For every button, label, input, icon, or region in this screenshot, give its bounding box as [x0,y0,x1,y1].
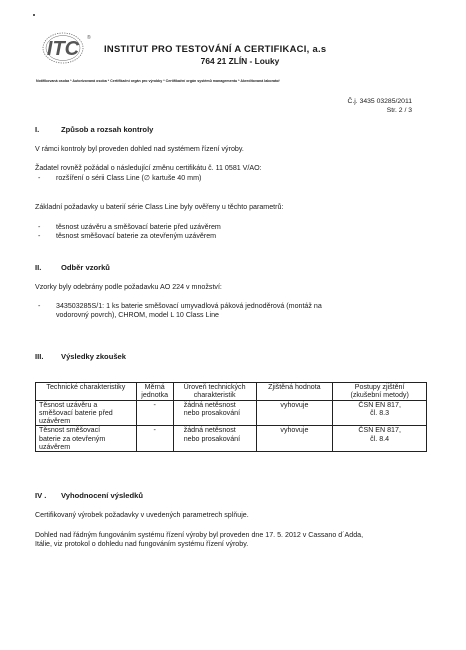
table-header-cell [256,383,333,401]
table-cell [136,426,173,452]
institute-title: INSTITUT PRO TESTOVÁNÍ A CERTIFIKACI, a.s [104,43,327,54]
table-cell [36,400,137,426]
bullet-text: rozšíření o sérii Class Line (∅ kartuše 40 mm) [56,174,202,182]
table-row [36,400,427,426]
table-cell-line: nebo prosakování [183,408,241,417]
table-cell-line: uzávěrem [39,443,71,452]
section-3-heading [35,352,126,361]
table-cell-line: žádná netěsnost [183,400,236,409]
bullet-dash: - [38,232,41,240]
table-cell-line: nebo prosakování [183,434,241,443]
table-cell-line: uzávěrem [39,417,71,426]
section-4-paragraph-1: Certifikovaný výrobek požadavky v uvedených parametrech splňuje. [35,511,249,519]
table-cell [173,400,256,426]
section-4-title: Vyhodnocení výsledků [61,491,144,500]
table-cell-line: vyhovuje [280,426,309,435]
section-1-paragraph-3: Základní požadavky u baterií série Class Line byly ověřeny u těchto parametrů: [35,203,284,211]
table-header-line: charakteristik [193,391,236,400]
table-cell-line: ČSN EN 817, [358,400,401,409]
section-3-title: Výsledky zkoušek [61,352,127,361]
table-cell [136,400,173,426]
logo-text: ITC [46,38,80,60]
section-1-title: Způsob a rozsah kontroly [61,125,154,134]
table-cell-line: Těsnost uzávěru a [39,400,98,409]
table-cell-line: Těsnost směšovací [39,426,101,435]
bullet-text: těsnost směšovací baterie za otevřeným uzávěrem [56,232,217,240]
table-cell-line: čl. 8.3 [370,408,390,417]
reference-block [348,97,413,115]
table-cell-line: ČSN EN 817, [358,426,401,435]
table-header-line: Postupy zjištění [354,383,405,391]
section-1-paragraph-1: V rámci kontroly byl proveden dohled nad systémem řízení výroby. [35,145,244,153]
bullet-dash: - [38,302,41,310]
bullet-dash: - [38,174,41,182]
table-header-cell [36,383,137,401]
table-cell-line: - [153,400,156,409]
section-1-bullet-2 [38,223,221,232]
section-1-bullet-1 [38,174,202,183]
section-4-number: IV . [35,491,47,500]
section-2-bullet-1-cont: vodorovný povrch), CHROM, model L 10 Class Line [56,311,219,319]
section-1-bullet-3 [38,232,217,241]
section-4-heading [35,491,143,500]
table-header-line: Úroveň technických [183,383,246,391]
table-cell-line: žádná netěsnost [183,426,236,435]
stray-dot [33,14,35,16]
table-cell [173,426,256,452]
section-2-heading [35,263,110,272]
table-cell [256,426,333,452]
bullet-dash: - [38,223,41,231]
table-header-line: jednotka [141,391,169,400]
section-1-paragraph-2: Žadatel rovněž požádal o následující změnu certifikátu č. 11 0581 V/AO: [35,164,262,172]
table-header-line: Zjištěná hodnota [268,383,321,391]
itc-logo [36,31,94,65]
table-header-cell [173,383,256,401]
results-table [35,382,427,452]
section-3-number: III. [35,352,44,361]
table-cell [36,426,137,452]
table-cell [256,400,333,426]
section-1-heading [35,125,153,134]
table-header-cell [136,383,173,401]
table-header-row [36,383,427,401]
table-cell [333,426,427,452]
table-cell-line: čl. 8.4 [370,434,390,443]
table-cell [333,400,427,426]
table-header-cell [333,383,427,401]
table-cell-line: - [153,426,156,435]
table-header-line: Technické charakteristiky [46,383,126,391]
section-2-bullet-1 [38,302,322,311]
section-2-number: II. [35,263,42,272]
bullet-text: 343503285S/1: 1 ks baterie směšovací umyvadlová páková jednoděrová (montáž na [56,302,322,310]
table-cell-line: vyhovuje [280,400,309,409]
registered-mark: ® [87,35,91,41]
table-row [36,426,427,452]
institute-address: 764 21 ZLÍN - Louky [200,56,280,66]
reference-number: Č.j. 3435 03285/2011 [347,98,412,105]
section-4-paragraph-2: Dohled nad řádným fungováním systému řízení výroby byl proveden dne 17. 5. 2012 v Cassano d´Adda, [35,531,364,539]
bullet-text: těsnost uzávěru a směšovací baterie před uzávěrem [56,223,221,231]
table-header-line: (zkušební metody) [350,391,409,400]
table-header-line: Měrná [144,383,165,391]
page-number: Str. 2 / 3 [386,107,412,114]
section-4-paragraph-2-cont: Itálie, viz protokol o dohledu nad fungováním systému řízení výroby. [35,540,249,548]
section-2-paragraph-1: Vzorky byly odebrány podle požadavku AO 224 v množství: [35,283,222,291]
notification-line: Notifikovaná osoba * Autorizovaná osoba * Certifikační orgán pro výrobky * Certifikační orgán systémů managementu * Akreditovaná laboratoř [36,79,280,83]
section-2-title: Odběr vzorků [61,263,110,272]
table-cell-line: baterie za otevřeným [39,434,106,443]
section-1-number: I. [35,125,40,134]
table-cell-line: směšovací baterie před [39,408,113,417]
